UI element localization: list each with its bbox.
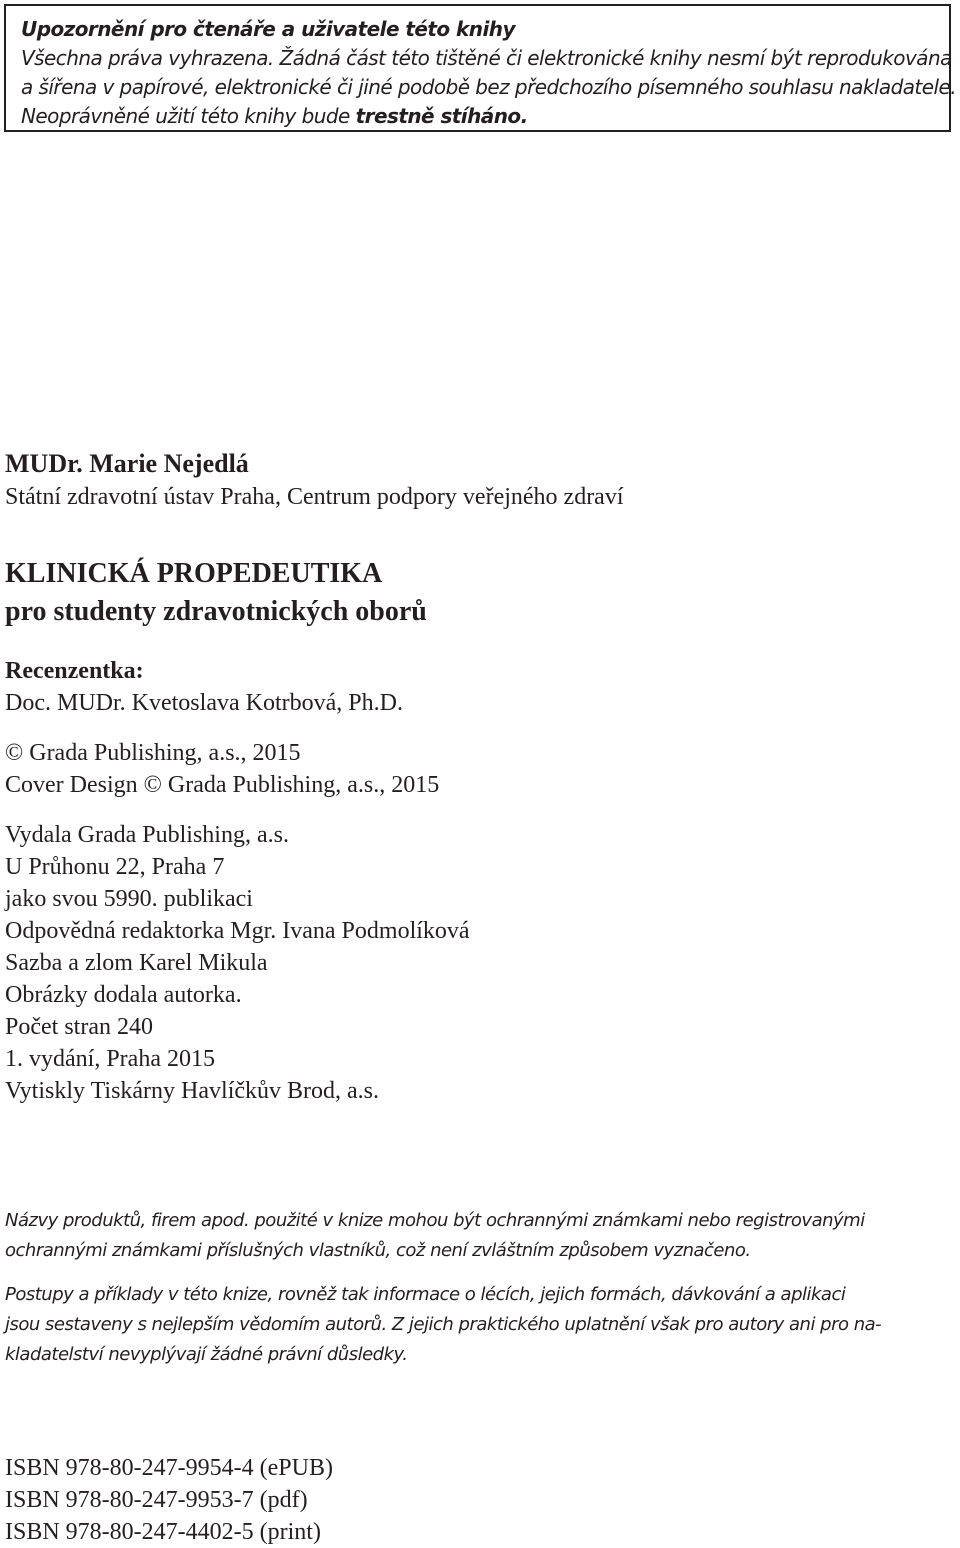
imprint-line: Sazba a zlom Karel Mikula <box>5 950 268 976</box>
liability-note <box>5 1280 955 1370</box>
notice-emphasis: trestně stíháno. <box>355 104 528 128</box>
copyright-notice-box <box>4 4 957 132</box>
note-line: Názvy produktů, firem apod. použité v knize mohou být ochrannými známkami nebo registrovanými <box>5 1210 865 1231</box>
imprint-line: Počet stran 240 <box>5 1014 153 1040</box>
notice-line <box>21 102 949 131</box>
author-name: MUDr. Marie Nejedlá <box>5 449 249 478</box>
notice-heading: Upozornění pro čtenáře a uživatele této knihy <box>21 17 515 41</box>
imprint-line: Obrázky dodala autorka. <box>5 982 242 1008</box>
book-title: KLINICKÁ PROPEDEUTIKA <box>5 558 383 589</box>
imprint-line: Vydala Grada Publishing, a.s. <box>5 822 289 848</box>
isbn-line: ISBN 978-80-247-4402-5 (print) <box>5 1519 321 1545</box>
isbn-list <box>5 1452 333 1548</box>
notice-line-text: Neoprávněné užití této knihy bude <box>21 104 356 128</box>
notice-line: a šířena v papírové, elektronické či jiné podobě bez předchozího písemného souhlasu nakladatele. <box>21 75 957 99</box>
isbn-line: ISBN 978-80-247-9953-7 (pdf) <box>5 1487 308 1513</box>
note-line: ochrannými známkami příslušných vlastníků, což není zvláštním způsobem vyznačeno. <box>5 1240 751 1261</box>
imprint-line: jako svou 5990. publikaci <box>5 886 253 912</box>
imprint-page <box>5 447 955 1107</box>
imprint-line: 1. vydání, Praha 2015 <box>5 1046 215 1072</box>
imprint-line: Vytiskly Tiskárny Havlíčkův Brod, a.s. <box>5 1078 380 1104</box>
book-title-block <box>5 555 955 631</box>
note-line: jsou sestaveny s nejlepším vědomím autorů. Z jejich praktického uplatnění však pro autory ani pro na- <box>5 1314 882 1335</box>
copyright-block <box>5 737 955 801</box>
reviewer-label: Recenzentka: <box>5 658 144 684</box>
note-line: Postupy a příklady v této knize, rovněž tak informace o lécích, jejich formách, dávkování a aplikaci <box>5 1284 846 1305</box>
note-line: kladatelství nevyplývají žádné právní důsledky. <box>5 1344 408 1365</box>
copyright-line: Cover Design © Grada Publishing, a.s., 2015 <box>5 772 440 798</box>
notice-line: Všechna práva vyhrazena. Žádná část této tištěné či elektronické knihy nesmí být reprodukována <box>21 46 952 70</box>
imprint-line: Odpovědná redaktorka Mgr. Ivana Podmolíková <box>5 918 470 944</box>
reviewer-name: Doc. MUDr. Kvetoslava Kotrbová, Ph.D. <box>5 690 403 716</box>
book-subtitle: pro studenty zdravotnických oborů <box>5 596 427 627</box>
trademark-note <box>5 1206 955 1266</box>
isbn-line: ISBN 978-80-247-9954-4 (ePUB) <box>5 1455 333 1481</box>
author-affiliation: Státní zdravotní ústav Praha, Centrum podpory veřejného zdraví <box>5 484 624 510</box>
legal-notes <box>5 1206 955 1370</box>
publisher-imprint <box>5 819 955 1107</box>
copyright-line: © Grada Publishing, a.s., 2015 <box>5 740 301 766</box>
imprint-line: U Průhonu 22, Praha 7 <box>5 854 225 880</box>
